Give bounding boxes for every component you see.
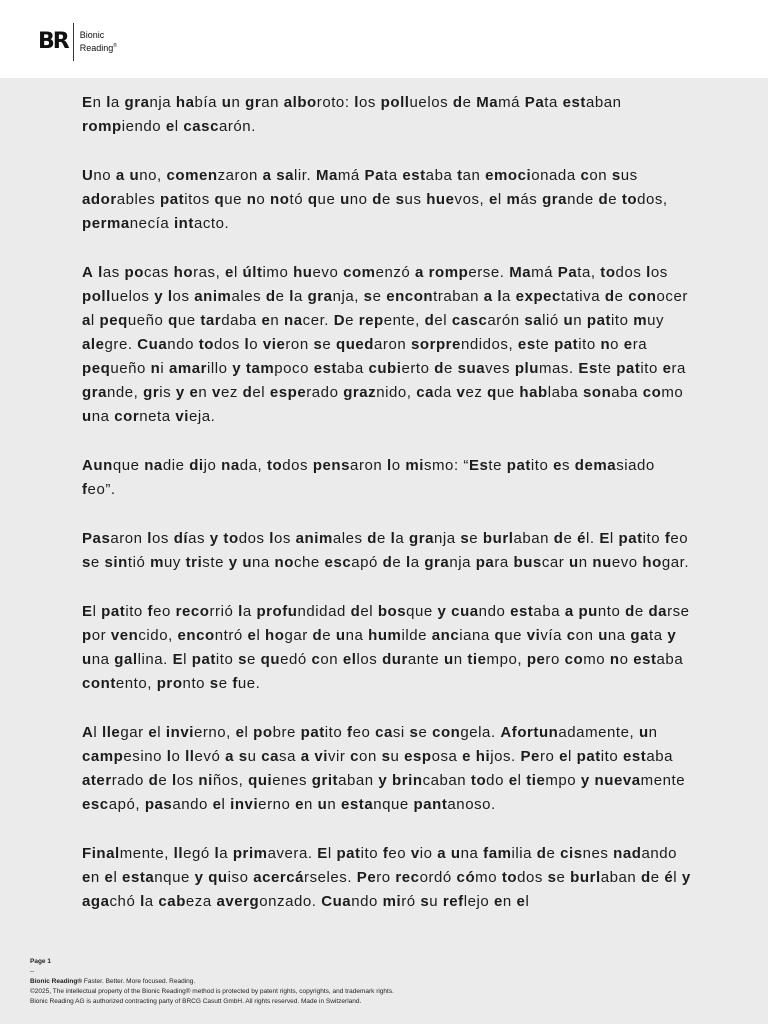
paragraph: Aunque nadie dijo nada, todos pensaron lo mismo: “Este patito es demasiado feo”. <box>82 457 655 498</box>
paragraph: Uno a uno, comenzaron a salir. Mamá Pata estaba tan emocionada con sus adorables patitos que no notó que uno de sus huevos, el más grande de todos, permanecía intacto. <box>82 167 668 232</box>
footer-separator: -- <box>30 968 35 975</box>
paragraph: A las pocas horas, el último huevo comenzó a romperse. Mamá Pata, todos los polluelos y los animales de la granja, se encontraban a la expectativa de conocer al pequeño que tardaba en nacer. De repente, del cascarón salió un patito muy alegre. Cuando todos lo vieron se quedaron sorprendidos, este patito no era pequeño ni amarillo y tampoco estaba cubierto de suaves plumas. Este patito era grande, gris y en vez del esperado graznido, cada vez que hablaba sonaba como una corneta vieja. <box>82 264 688 425</box>
paragraph: El patito feo recorrió la profundidad del bosque y cuando estaba a punto de darse por vencido, encontró el hogar de una humilde anciana que vivía con una gata y una gallina. El patito se quedó con ellos durante un tiempo, pero como no estaba contento, pronto se fue. <box>82 603 690 692</box>
brand-line-1: Bionic <box>79 30 105 40</box>
footer-copyright: ©2025, The intellectual property of the Bionic Reading® method is protected by patent rights, copyrights, and trademark rights. <box>30 988 394 995</box>
document-body <box>82 91 692 939</box>
tagline-text: Faster. Better. More focused. Reading. <box>82 978 196 985</box>
logo-divider <box>73 23 74 61</box>
logo-mark-text: BR <box>38 29 68 54</box>
paragraph: Al llegar el invierno, el pobre patito feo casi se congela. Afortunadamente, un campesino lo llevó a su casa a vivir con su esposa e hijos. Pero el patito estaba aterrado de los niños, quienes gritaban y brincaban todo el tiempo y nuevamente escapó, pasando el invierno en un estanque pantanoso. <box>82 724 686 813</box>
paragraph: Finalmente, llegó la primavera. El patito feo vio a una familia de cisnes nadando en el estanque y quiso acercárseles. Pero recordó cómo todos se burlaban de él y agachó la cabeza avergonzado. Cuando miró su reflejo en el <box>82 845 691 910</box>
footer-company: Bionic Reading AG is authorized contracting party of BRCG Casutt GmbH. All rights reserved. Made in Switzerland. <box>30 998 362 1005</box>
page-header <box>0 0 768 78</box>
registered-mark: ® <box>113 43 117 49</box>
paragraph: En la granja había un gran alboroto: los polluelos de Mamá Pata estaban rompiendo el cascarón. <box>82 94 622 135</box>
logo-wordmark <box>80 30 117 54</box>
footer-tagline <box>30 977 730 987</box>
bionic-reading-logo <box>38 22 117 62</box>
page-footer <box>30 957 730 1007</box>
logo-mark <box>38 31 68 53</box>
paragraph: Pasaron los días y todos los animales de la granja se burlaban de él. El patito feo se sintió muy triste y una noche escapó de la granja para buscar un nuevo hogar. <box>82 530 690 571</box>
tagline-brand: Bionic Reading® <box>30 978 83 985</box>
page-number: Page 1 <box>30 958 51 965</box>
brand-line-2: Reading <box>79 43 114 53</box>
